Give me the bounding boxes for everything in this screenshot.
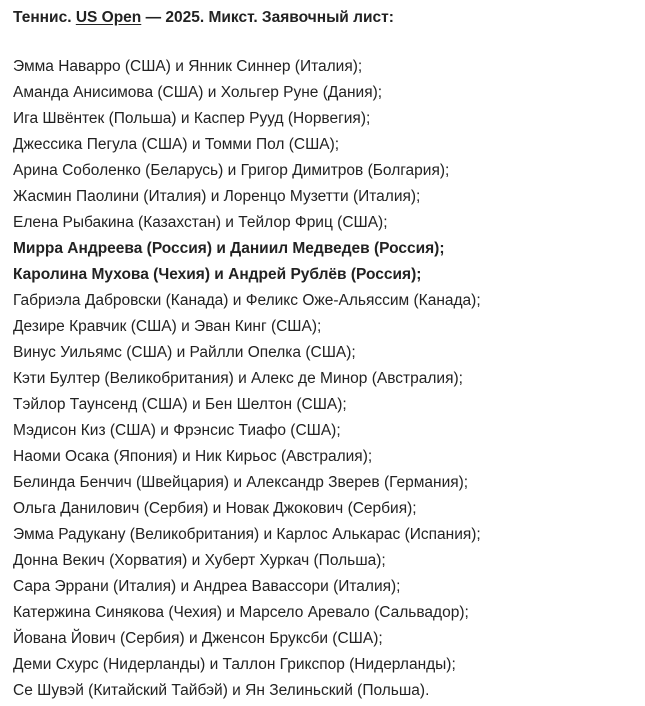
list-item: Ольга Данилович (Сербия) и Новак Джокович (Сербия); (13, 500, 417, 517)
list-item: Ига Швёнтек (Польша) и Каспер Рууд (Норвегия); (13, 110, 371, 127)
list-item: Эмма Радукану (Великобритания) и Карлос Алькарас (Испания); (13, 526, 481, 543)
list-item: Арина Соболенко (Беларусь) и Григор Димитров (Болгария); (13, 162, 450, 179)
list-item: Эмма Наварро (США) и Янник Синнер (Италия); (13, 58, 363, 75)
list-item: Габриэла Дабровски (Канада) и Феликс Оже-Альяссим (Канада); (13, 292, 481, 309)
entry-list (13, 54, 645, 704)
list-item: Аманда Анисимова (США) и Хольгер Руне (Дания); (13, 84, 383, 101)
list-item: Мэдисон Киз (США) и Фрэнсис Тиафо (США); (13, 422, 341, 439)
list-item: Жасмин Паолини (Италия) и Лоренцо Музетти (Италия); (13, 188, 421, 205)
list-item: Катержина Синякова (Чехия) и Марсело Аревало (Сальвадор); (13, 604, 469, 621)
list-item: Наоми Осака (Япония) и Ник Кирьос (Австралия); (13, 448, 373, 465)
heading-suffix: — 2025. Микст. Заявочный лист: (141, 9, 394, 26)
list-item: Се Шувэй (Китайский Тайбэй) и Ян Зелиньский (Польша). (13, 682, 430, 699)
list-item: Донна Векич (Хорватия) и Хуберт Хуркач (Польша); (13, 552, 386, 569)
list-item: Винус Уильямс (США) и Райлли Опелка (США); (13, 344, 356, 361)
article-heading (13, 8, 645, 28)
list-item: Белинда Бенчич (Швейцария) и Александр Зверев (Германия); (13, 474, 469, 491)
heading-prefix: Теннис. (13, 9, 76, 26)
list-item: Каролина Мухова (Чехия) и Андрей Рублёв (Россия); (13, 266, 422, 283)
list-item: Тэйлор Таунсенд (США) и Бен Шелтон (США); (13, 396, 347, 413)
list-item: Кэти Бултер (Великобритания) и Алекс де Минор (Австралия); (13, 370, 463, 387)
list-item: Дезире Кравчик (США) и Эван Кинг (США); (13, 318, 322, 335)
list-item: Йована Йович (Сербия) и Дженсон Бруксби (США); (13, 630, 383, 647)
list-item: Джессика Пегула (США) и Томми Пол (США); (13, 136, 340, 153)
list-item: Деми Схурс (Нидерланды) и Таллон Грикспор (Нидерланды); (13, 656, 456, 673)
list-item: Мирра Андреева (Россия) и Даниил Медведев (Россия); (13, 240, 445, 257)
list-item: Сара Эррани (Италия) и Андреа Вавассори (Италия); (13, 578, 401, 595)
list-item: Елена Рыбакина (Казахстан) и Тейлор Фриц (США); (13, 214, 388, 231)
us-open-link[interactable]: US Open (75, 9, 142, 26)
